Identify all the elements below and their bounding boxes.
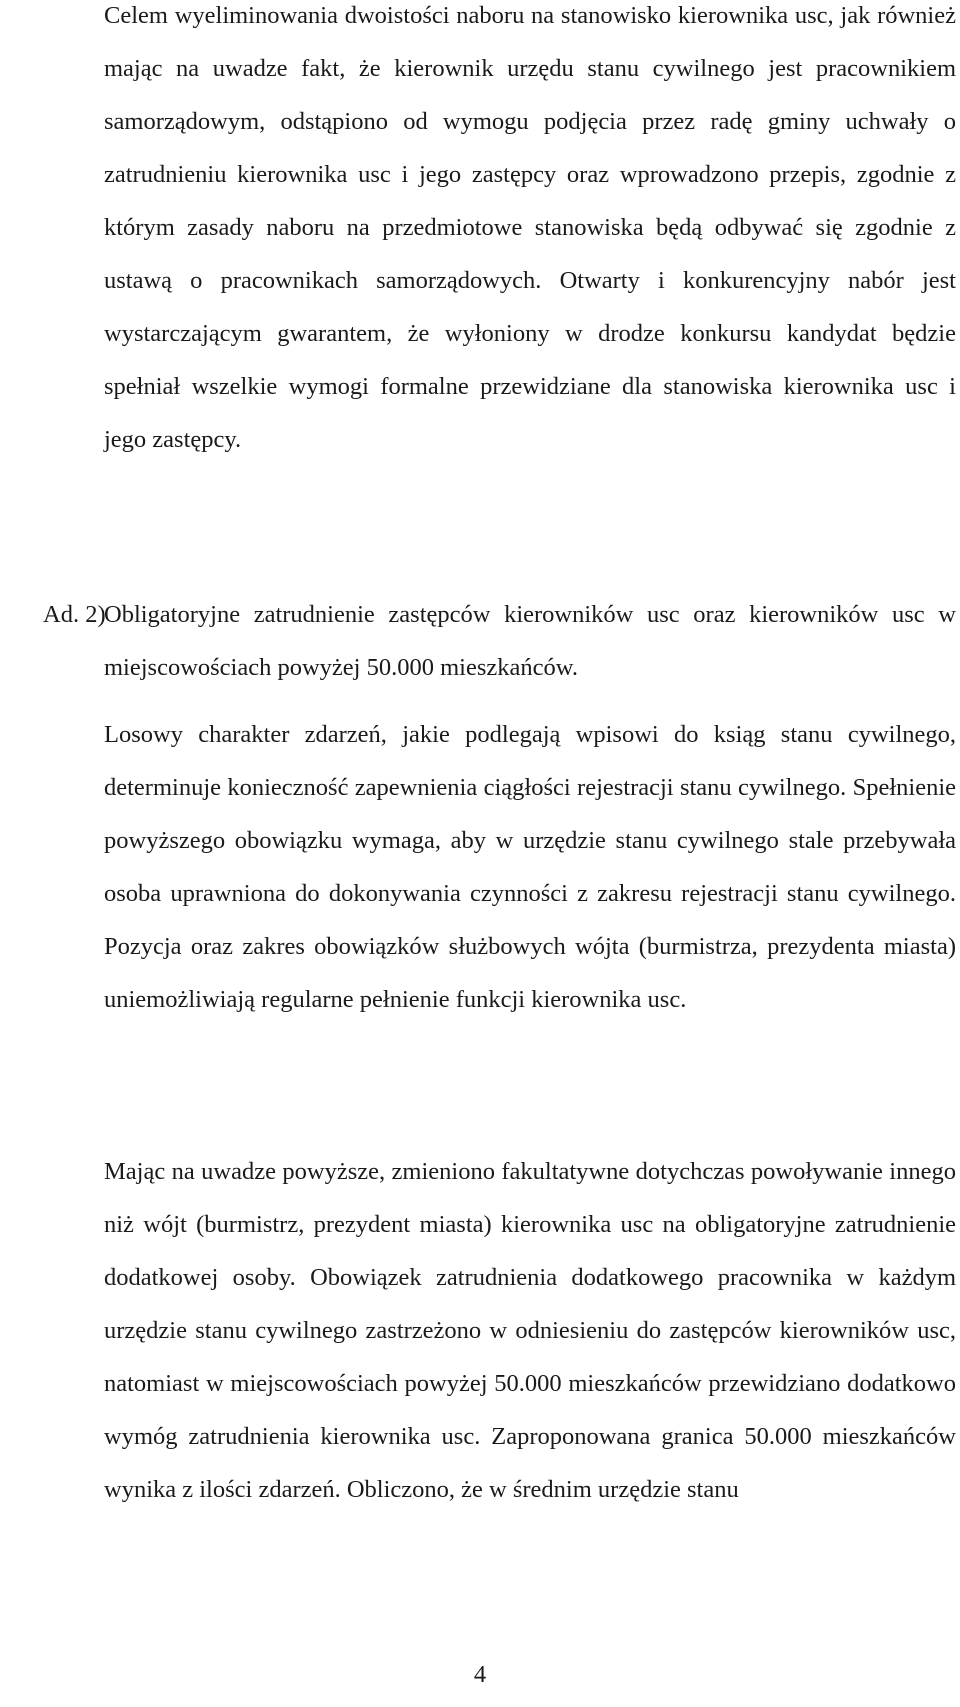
paragraph-deputy-hiring: Celem wyeliminowania dwoistości naboru na stanowisko kierownika usc, jak również mając na uwadze fakt, że kierownik urzędu stanu cywilnego jest pracownikiem samorządowym, odstąpiono od wymogu podjęcia przez radę gminy uchwały o zatrudnieniu kierownika usc i jego zastępcy oraz wprowadzono przepis, zgodnie z którym zasady naboru na przedmiotowe stanowiska będą odbywać się zgodnie z ustawą o pracownikach samorządowych. Otwarty i konkurencyjny nabór jest wystarczającym gwarantem, że wyłoniony w drodze konkursu kandydat będzie spełniał wszelkie wymogi formalne przewidziane dla stanowiska kierownika usc i jego zastępcy.: [104, 2, 956, 453]
paragraph-registration-continuity: Losowy charakter zdarzeń, jakie podlegają wpisowi do ksiąg stanu cywilnego, determinuje konieczność zapewnienia ciągłości rejestracji stanu cywilnego. Spełnienie powyższego obowiązku wymaga, aby w urzędzie stanu cywilnego stale przebywała osoba uprawniona do dokonywania czynności z zakresu rejestracji stanu cywilnego. Pozycja oraz zakres obowiązków służbowych wójta (burmistrza, prezydenta miasta) uniemożliwiają regularne pełnienie funkcji kierownika usc.: [104, 721, 956, 1013]
paragraph-mandatory-employment: Mając na uwadze powyższe, zmieniono fakultatywne dotychczas powoływanie innego niż wójt (burmistrz, prezydent miasta) kierownika usc na obligatoryjne zatrudnienie dodatkowej osoby. Obowiązek zatrudnienia dodatkowego pracownika w każdym urzędzie stanu cywilnego zastrzeżono w odniesieniu do zastępców kierowników usc, natomiast w miejscowościach powyżej 50.000 mieszkańców przewidziano dodatkowo wymóg zatrudnienia kierownika usc. Zaproponowana granica 50.000 mieszkańców wynika z ilości zdarzeń. Obliczono, że w średnim urzędzie stanu: [104, 1158, 956, 1503]
section-label: Ad. 2): [43, 601, 106, 628]
page-number: 4: [473, 1661, 487, 1688]
section-heading-text: Obligatoryjne zatrudnienie zastępców kierowników usc oraz kierowników usc w miejscowościach powyżej 50.000 mieszkańców.: [104, 601, 956, 681]
